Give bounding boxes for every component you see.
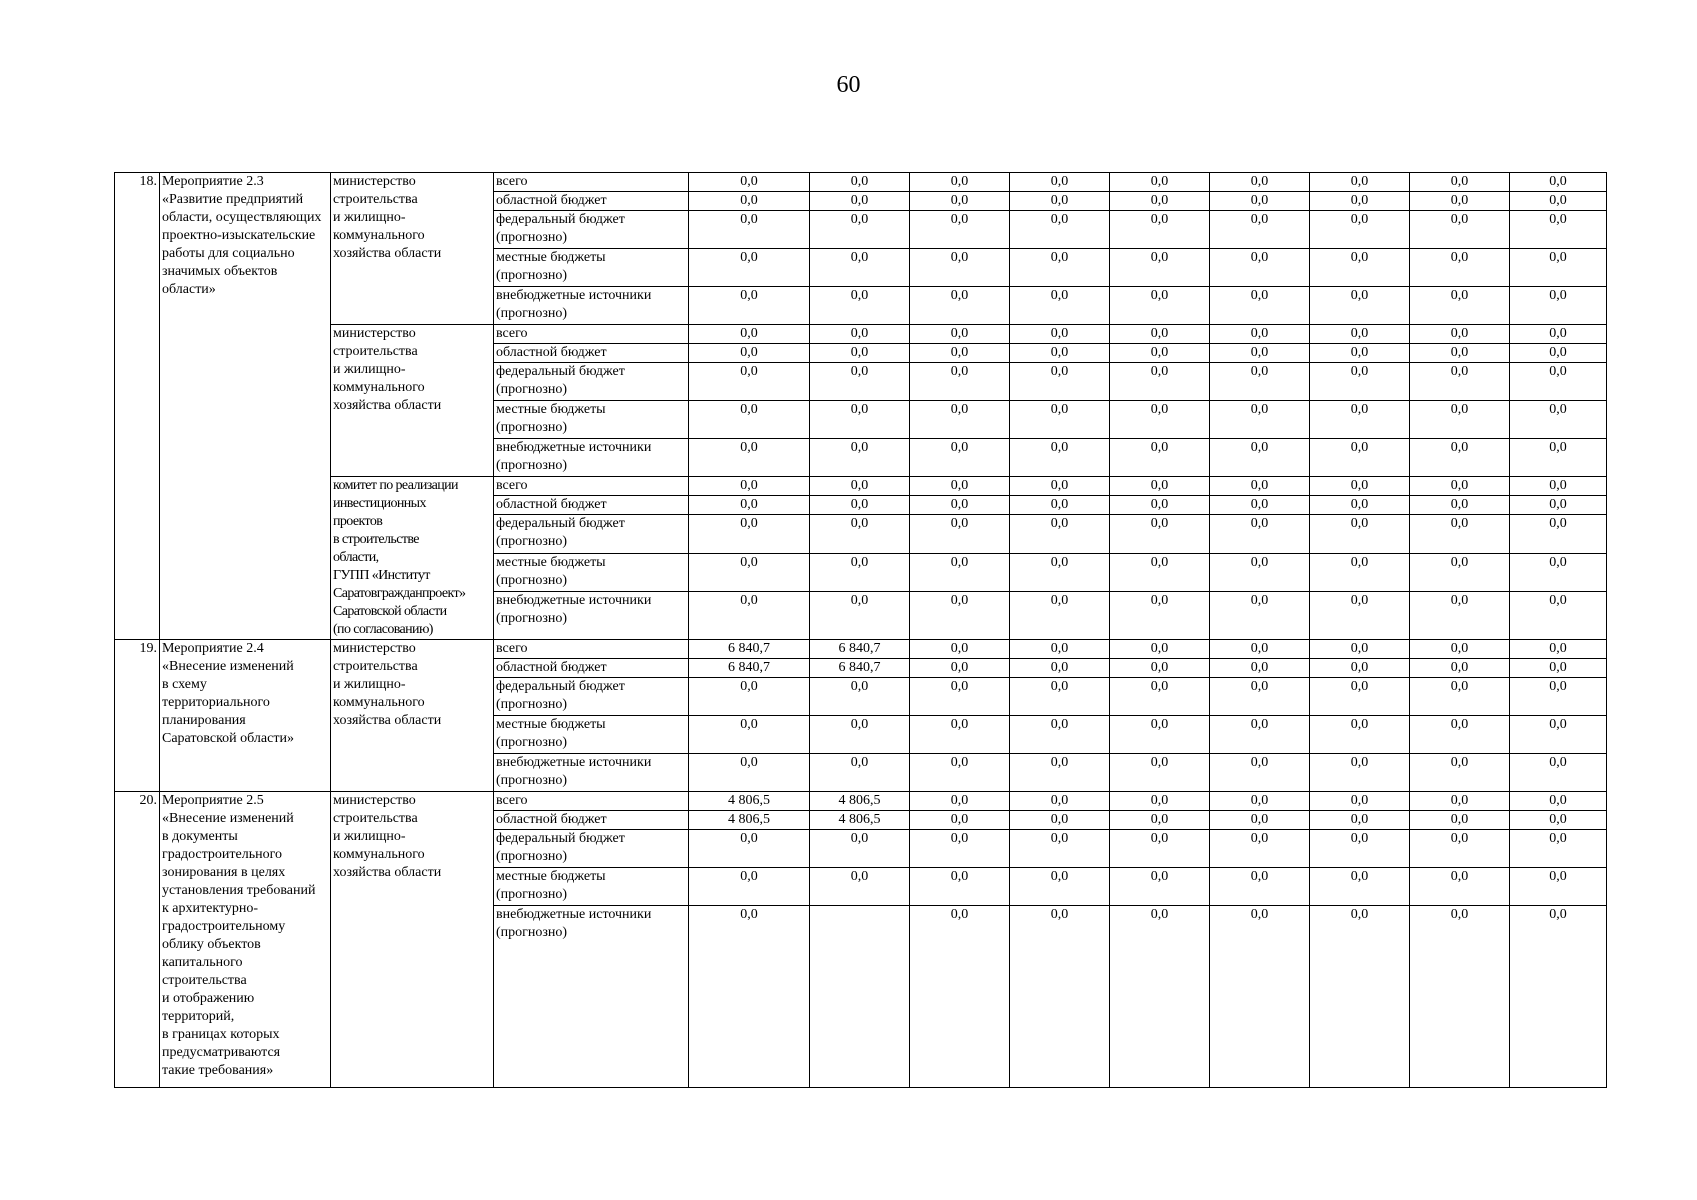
- amount-cell: 0,0: [1210, 592, 1310, 640]
- funding-source: всего: [494, 640, 689, 659]
- funding-source: всего: [494, 325, 689, 344]
- funding-source: всего: [494, 173, 689, 192]
- amount-cell: 0,0: [1510, 211, 1607, 249]
- amount-cell: 0,0: [1010, 640, 1110, 659]
- amount-cell: 0,0: [1510, 678, 1607, 716]
- amount-cell: 0,0: [1410, 792, 1510, 811]
- amount-cell: 0,0: [910, 496, 1010, 515]
- amount-cell: 0,0: [1410, 592, 1510, 640]
- amount-cell: 0,0: [1210, 192, 1310, 211]
- funding-source: внебюджетные источники (прогнозно): [494, 439, 689, 477]
- amount-cell: 0,0: [1110, 325, 1210, 344]
- amount-cell: 0,0: [1510, 716, 1607, 754]
- amount-cell: 0,0: [910, 249, 1010, 287]
- amount-cell: 0,0: [1510, 477, 1607, 496]
- amount-cell: 0,0: [1110, 811, 1210, 830]
- amount-cell: 6 840,7: [810, 659, 910, 678]
- amount-cell: 0,0: [1110, 477, 1210, 496]
- amount-cell: 0,0: [1110, 173, 1210, 192]
- amount-cell: 0,0: [810, 592, 910, 640]
- funding-source: внебюджетные источники (прогнозно): [494, 592, 689, 640]
- amount-cell: 0,0: [1410, 830, 1510, 868]
- amount-cell: 0,0: [1210, 496, 1310, 515]
- amount-cell: 0,0: [1110, 906, 1210, 1088]
- amount-cell: 0,0: [1310, 496, 1410, 515]
- amount-cell: 0,0: [1310, 659, 1410, 678]
- amount-cell: 0,0: [1110, 515, 1210, 553]
- amount-cell: 0,0: [1310, 363, 1410, 401]
- amount-cell: 0,0: [1010, 515, 1110, 553]
- amount-cell: 0,0: [689, 192, 810, 211]
- amount-cell: 0,0: [1410, 287, 1510, 325]
- amount-cell: 0,0: [1310, 678, 1410, 716]
- amount-cell: 0,0: [1310, 553, 1410, 591]
- amount-cell: 0,0: [1510, 754, 1607, 792]
- table-row: [115, 792, 1607, 811]
- amount-cell: 0,0: [910, 868, 1010, 906]
- amount-cell: 0,0: [1110, 211, 1210, 249]
- amount-cell: 0,0: [689, 249, 810, 287]
- amount-cell: 0,0: [810, 192, 910, 211]
- amount-cell: 0,0: [1010, 477, 1110, 496]
- funding-source: федеральный бюджет (прогнозно): [494, 363, 689, 401]
- funding-source: всего: [494, 792, 689, 811]
- executor: министерство строительства и жилищно- коммунального хозяйства области: [331, 173, 494, 325]
- amount-cell: 0,0: [1010, 754, 1110, 792]
- amount-cell: 0,0: [910, 173, 1010, 192]
- amount-cell: 6 840,7: [810, 640, 910, 659]
- amount-cell: 0,0: [1310, 344, 1410, 363]
- amount-cell: 0,0: [1010, 792, 1110, 811]
- executor: министерство строительства и жилищно- коммунального хозяйства области: [331, 325, 494, 477]
- amount-cell: 0,0: [689, 287, 810, 325]
- amount-cell: 0,0: [1310, 401, 1410, 439]
- measure-name: Мероприятие 2.5 «Внесение изменений в документы градостроительного зонирования в целях установления требований к архитектурно- градостроительному облику объектов капитального строительства и отображению территорий, в границах которых предусматриваются такие требования»: [160, 792, 331, 1088]
- amount-cell: 0,0: [810, 344, 910, 363]
- funding-source: местные бюджеты (прогнозно): [494, 249, 689, 287]
- amount-cell: 0,0: [1210, 287, 1310, 325]
- amount-cell: 0,0: [1010, 716, 1110, 754]
- amount-cell: 0,0: [810, 553, 910, 591]
- amount-cell: 0,0: [1010, 363, 1110, 401]
- amount-cell: 0,0: [1510, 515, 1607, 553]
- amount-cell: 0,0: [1410, 640, 1510, 659]
- amount-cell: 0,0: [910, 287, 1010, 325]
- amount-cell: 0,0: [689, 868, 810, 906]
- amount-cell: 0,0: [1510, 363, 1607, 401]
- amount-cell: 6 840,7: [689, 659, 810, 678]
- amount-cell: 0,0: [810, 496, 910, 515]
- amount-cell: 0,0: [910, 659, 1010, 678]
- amount-cell: 0,0: [1310, 754, 1410, 792]
- amount-cell: 0,0: [910, 192, 1010, 211]
- funding-source: местные бюджеты (прогнозно): [494, 716, 689, 754]
- funding-source: федеральный бюджет (прогнозно): [494, 830, 689, 868]
- funding-source: областной бюджет: [494, 344, 689, 363]
- amount-cell: 0,0: [689, 592, 810, 640]
- amount-cell: 0,0: [1310, 906, 1410, 1088]
- row-number: 18.: [115, 173, 160, 640]
- amount-cell: 0,0: [1310, 811, 1410, 830]
- amount-cell: 0,0: [1310, 716, 1410, 754]
- amount-cell: 0,0: [1210, 553, 1310, 591]
- amount-cell: 0,0: [1410, 868, 1510, 906]
- amount-cell: 0,0: [1310, 325, 1410, 344]
- amount-cell: 0,0: [910, 830, 1010, 868]
- amount-cell: 0,0: [1210, 515, 1310, 553]
- row-number: 20.: [115, 792, 160, 1088]
- amount-cell: 0,0: [1410, 754, 1510, 792]
- amount-cell: 4 806,5: [689, 792, 810, 811]
- amount-cell: 0,0: [1310, 792, 1410, 811]
- amount-cell: 0,0: [1510, 287, 1607, 325]
- amount-cell: 0,0: [1410, 249, 1510, 287]
- amount-cell: 0,0: [1410, 325, 1510, 344]
- amount-cell: 0,0: [689, 496, 810, 515]
- amount-cell: 0,0: [810, 439, 910, 477]
- amount-cell: 0,0: [810, 477, 910, 496]
- amount-cell: 0,0: [1410, 496, 1510, 515]
- amount-cell: 0,0: [1110, 716, 1210, 754]
- measure-name: Мероприятие 2.3 «Развитие предприятий области, осуществляющих проектно-изыскательские работы для социально значимых объектов области»: [160, 173, 331, 640]
- amount-cell: 0,0: [1510, 592, 1607, 640]
- funding-source: областной бюджет: [494, 811, 689, 830]
- table-row: [115, 477, 1607, 496]
- amount-cell: 0,0: [689, 401, 810, 439]
- amount-cell: 0,0: [1110, 754, 1210, 792]
- funding-source: местные бюджеты (прогнозно): [494, 553, 689, 591]
- amount-cell: 0,0: [810, 363, 910, 401]
- amount-cell: 0,0: [910, 754, 1010, 792]
- amount-cell: 0,0: [1210, 477, 1310, 496]
- amount-cell: 0,0: [910, 477, 1010, 496]
- amount-cell: 4 806,5: [810, 811, 910, 830]
- funding-source: областной бюджет: [494, 659, 689, 678]
- amount-cell: 0,0: [1510, 659, 1607, 678]
- amount-cell: 0,0: [689, 173, 810, 192]
- amount-cell: 0,0: [910, 553, 1010, 591]
- funding-source: федеральный бюджет (прогнозно): [494, 515, 689, 553]
- amount-cell: 0,0: [1510, 173, 1607, 192]
- amount-cell: 0,0: [1510, 344, 1607, 363]
- amount-cell: 0,0: [1010, 906, 1110, 1088]
- amount-cell: 0,0: [1410, 716, 1510, 754]
- executor: министерство строительства и жилищно- коммунального хозяйства области: [331, 792, 494, 1088]
- funding-source: внебюджетные источники (прогнозно): [494, 906, 689, 1088]
- amount-cell: 0,0: [689, 211, 810, 249]
- amount-cell: 0,0: [1510, 325, 1607, 344]
- amount-cell: 0,0: [1510, 401, 1607, 439]
- amount-cell: 0,0: [1110, 659, 1210, 678]
- amount-cell: 0,0: [1310, 249, 1410, 287]
- amount-cell: 0,0: [1310, 439, 1410, 477]
- amount-cell: 0,0: [1010, 249, 1110, 287]
- amount-cell: 0,0: [1310, 592, 1410, 640]
- amount-cell: 0,0: [1110, 363, 1210, 401]
- amount-cell: 0,0: [910, 401, 1010, 439]
- amount-cell: 0,0: [1410, 192, 1510, 211]
- amount-cell: 0,0: [1010, 868, 1110, 906]
- amount-cell: 0,0: [1410, 811, 1510, 830]
- amount-cell: 0,0: [1010, 325, 1110, 344]
- amount-cell: 0,0: [910, 792, 1010, 811]
- amount-cell: 0,0: [1110, 344, 1210, 363]
- amount-cell: 0,0: [1410, 659, 1510, 678]
- funding-source: всего: [494, 477, 689, 496]
- amount-cell: 0,0: [1510, 792, 1607, 811]
- amount-cell: 0,0: [1410, 401, 1510, 439]
- table-body: [115, 173, 1607, 1088]
- amount-cell: 0,0: [1110, 287, 1210, 325]
- amount-cell: 0,0: [1010, 830, 1110, 868]
- executor: министерство строительства и жилищно- коммунального хозяйства области: [331, 640, 494, 792]
- amount-cell: 0,0: [910, 363, 1010, 401]
- amount-cell: 0,0: [1110, 792, 1210, 811]
- amount-cell: 6 840,7: [689, 640, 810, 659]
- amount-cell: 0,0: [1210, 868, 1310, 906]
- funding-source: местные бюджеты (прогнозно): [494, 868, 689, 906]
- amount-cell: 0,0: [1210, 363, 1310, 401]
- amount-cell: 0,0: [1510, 906, 1607, 1088]
- funding-source: областной бюджет: [494, 192, 689, 211]
- amount-cell: 0,0: [689, 678, 810, 716]
- measure-name: Мероприятие 2.4 «Внесение изменений в схему территориального планирования Саратовской области»: [160, 640, 331, 792]
- amount-cell: 0,0: [910, 906, 1010, 1088]
- amount-cell: 0,0: [1110, 592, 1210, 640]
- amount-cell: 0,0: [1310, 173, 1410, 192]
- amount-cell: 0,0: [1210, 325, 1310, 344]
- amount-cell: 0,0: [1010, 211, 1110, 249]
- amount-cell: 0,0: [1210, 906, 1310, 1088]
- funding-source: федеральный бюджет (прогнозно): [494, 678, 689, 716]
- amount-cell: 0,0: [1010, 439, 1110, 477]
- amount-cell: 0,0: [910, 439, 1010, 477]
- amount-cell: 0,0: [689, 716, 810, 754]
- amount-cell: 0,0: [810, 249, 910, 287]
- amount-cell: 0,0: [1010, 173, 1110, 192]
- amount-cell: 0,0: [1110, 401, 1210, 439]
- amount-cell: 0,0: [1010, 192, 1110, 211]
- executor: комитет по реализации инвестиционных проектов в строительстве области, ГУПП «Институт Саратовгражданпроект» Саратовской области (по согласованию): [331, 477, 494, 640]
- amount-cell: 0,0: [810, 716, 910, 754]
- amount-cell: 0,0: [1110, 553, 1210, 591]
- amount-cell: 0,0: [1510, 553, 1607, 591]
- amount-cell: 0,0: [1210, 211, 1310, 249]
- amount-cell: 0,0: [910, 811, 1010, 830]
- amount-cell: 0,0: [689, 363, 810, 401]
- amount-cell: 0,0: [1110, 640, 1210, 659]
- amount-cell: 0,0: [810, 678, 910, 716]
- amount-cell: 0,0: [1210, 811, 1310, 830]
- amount-cell: 0,0: [1510, 496, 1607, 515]
- amount-cell: 0,0: [689, 754, 810, 792]
- funding-source: местные бюджеты (прогнозно): [494, 401, 689, 439]
- table-row: [115, 640, 1607, 659]
- amount-cell: 0,0: [910, 325, 1010, 344]
- page-number: 60: [836, 72, 861, 98]
- amount-cell: 0,0: [1010, 496, 1110, 515]
- amount-cell: 0,0: [1210, 754, 1310, 792]
- amount-cell: 4 806,5: [689, 811, 810, 830]
- funding-source: внебюджетные источники (прогнозно): [494, 754, 689, 792]
- amount-cell: 0,0: [1210, 439, 1310, 477]
- amount-cell: 0,0: [1510, 249, 1607, 287]
- amount-cell: 0,0: [1310, 211, 1410, 249]
- amount-cell: 0,0: [1010, 678, 1110, 716]
- table-row: [115, 325, 1607, 344]
- amount-cell: 0,0: [1410, 553, 1510, 591]
- amount-cell: 0,0: [1310, 640, 1410, 659]
- amount-cell: 0,0: [810, 287, 910, 325]
- amount-cell: 0,0: [1410, 439, 1510, 477]
- amount-cell: 0,0: [1510, 439, 1607, 477]
- amount-cell: 0,0: [1010, 287, 1110, 325]
- amount-cell: 0,0: [689, 439, 810, 477]
- amount-cell: 0,0: [1110, 192, 1210, 211]
- amount-cell: 0,0: [810, 754, 910, 792]
- amount-cell: 0,0: [910, 592, 1010, 640]
- amount-cell: 0,0: [1010, 553, 1110, 591]
- amount-cell: 0,0: [1310, 192, 1410, 211]
- amount-cell: 0,0: [1310, 830, 1410, 868]
- amount-cell: 0,0: [1210, 640, 1310, 659]
- amount-cell: 4 806,5: [810, 792, 910, 811]
- amount-cell: 0,0: [810, 830, 910, 868]
- amount-cell: 0,0: [1510, 811, 1607, 830]
- amount-cell: 0,0: [1010, 811, 1110, 830]
- amount-cell: 0,0: [1210, 659, 1310, 678]
- amount-cell: 0,0: [1010, 659, 1110, 678]
- amount-cell: 0,0: [1210, 249, 1310, 287]
- amount-cell: 0,0: [810, 173, 910, 192]
- amount-cell: 0,0: [1110, 868, 1210, 906]
- amount-cell: 0,0: [689, 477, 810, 496]
- amount-cell: 0,0: [1410, 344, 1510, 363]
- amount-cell: 0,0: [1410, 173, 1510, 192]
- amount-cell: 0,0: [1310, 868, 1410, 906]
- funding-source: внебюджетные источники (прогнозно): [494, 287, 689, 325]
- amount-cell: 0,0: [910, 640, 1010, 659]
- amount-cell: 0,0: [910, 716, 1010, 754]
- amount-cell: 0,0: [1410, 906, 1510, 1088]
- row-number: 19.: [115, 640, 160, 792]
- amount-cell: 0,0: [1310, 515, 1410, 553]
- amount-cell: 0,0: [1210, 716, 1310, 754]
- amount-cell: 0,0: [1210, 678, 1310, 716]
- amount-cell: 0,0: [1110, 249, 1210, 287]
- amount-cell: 0,0: [910, 344, 1010, 363]
- amount-cell: 0,0: [1010, 401, 1110, 439]
- amount-cell: 0,0: [1010, 592, 1110, 640]
- amount-cell: 0,0: [810, 868, 910, 906]
- amount-cell: 0,0: [1310, 287, 1410, 325]
- amount-cell: 0,0: [1210, 344, 1310, 363]
- amount-cell: 0,0: [810, 325, 910, 344]
- amount-cell: 0,0: [1110, 439, 1210, 477]
- amount-cell: [810, 906, 910, 1088]
- amount-cell: 0,0: [1210, 401, 1310, 439]
- amount-cell: 0,0: [1110, 678, 1210, 716]
- amount-cell: 0,0: [1210, 792, 1310, 811]
- amount-cell: 0,0: [1410, 678, 1510, 716]
- amount-cell: 0,0: [689, 344, 810, 363]
- amount-cell: 0,0: [1410, 477, 1510, 496]
- amount-cell: 0,0: [1210, 173, 1310, 192]
- amount-cell: 0,0: [1110, 830, 1210, 868]
- amount-cell: 0,0: [910, 211, 1010, 249]
- amount-cell: 0,0: [810, 515, 910, 553]
- amount-cell: 0,0: [1210, 830, 1310, 868]
- amount-cell: 0,0: [810, 211, 910, 249]
- amount-cell: 0,0: [1410, 211, 1510, 249]
- amount-cell: 0,0: [910, 678, 1010, 716]
- budget-table: [114, 172, 1607, 1088]
- funding-source: федеральный бюджет (прогнозно): [494, 211, 689, 249]
- amount-cell: 0,0: [1510, 868, 1607, 906]
- amount-cell: 0,0: [1310, 477, 1410, 496]
- amount-cell: 0,0: [689, 553, 810, 591]
- table-row: [115, 173, 1607, 192]
- amount-cell: 0,0: [1410, 363, 1510, 401]
- amount-cell: 0,0: [689, 325, 810, 344]
- amount-cell: 0,0: [1510, 830, 1607, 868]
- amount-cell: 0,0: [910, 515, 1010, 553]
- amount-cell: 0,0: [1510, 192, 1607, 211]
- amount-cell: 0,0: [689, 906, 810, 1088]
- amount-cell: 0,0: [810, 401, 910, 439]
- funding-source: областной бюджет: [494, 496, 689, 515]
- amount-cell: 0,0: [689, 830, 810, 868]
- amount-cell: 0,0: [1510, 640, 1607, 659]
- amount-cell: 0,0: [689, 515, 810, 553]
- amount-cell: 0,0: [1410, 515, 1510, 553]
- amount-cell: 0,0: [1110, 496, 1210, 515]
- amount-cell: 0,0: [1010, 344, 1110, 363]
